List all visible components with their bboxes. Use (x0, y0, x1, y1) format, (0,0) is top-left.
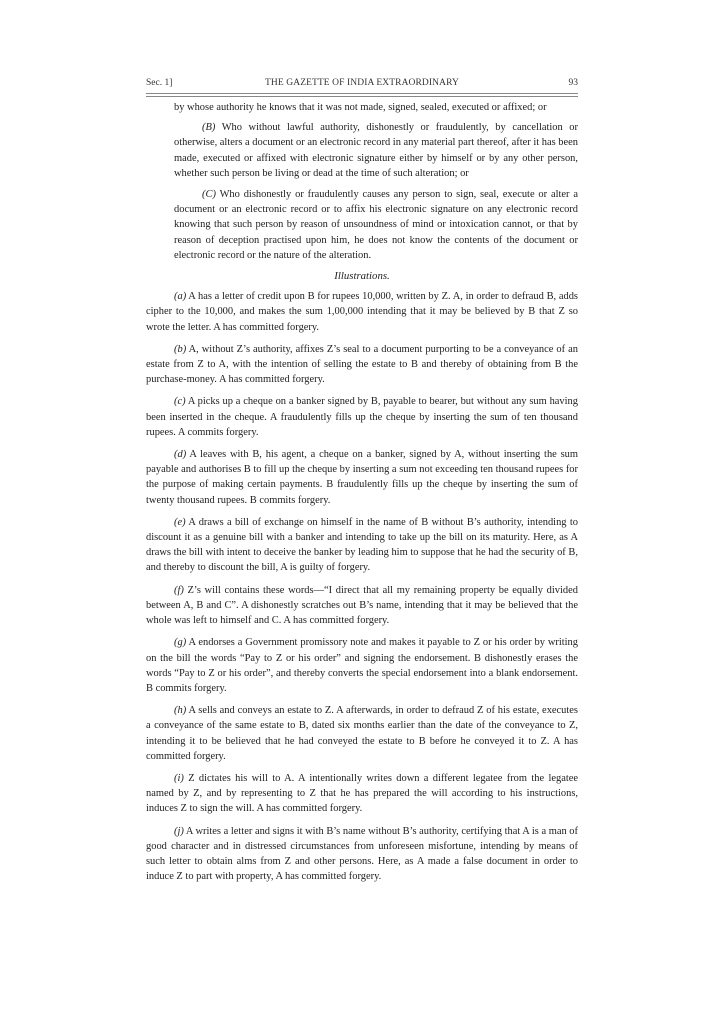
clause-b-label: (B) (202, 122, 216, 134)
illustration-text: A writes a letter and signs it with B’s name without B’s authority, certifying that A is a man of good character and in distressed circumstances from unforeseen misfortune, intending by means of such letter to obtain alms from Z and other persons. Here, as A made a false document in order to induce Z to part with property, A has committed forgery. (146, 825, 578, 883)
illustration-i (146, 771, 578, 817)
illustration-label: (c) (174, 396, 186, 408)
illustration-label: (d) (174, 449, 187, 461)
illustration-d (146, 447, 578, 508)
illustration-b (146, 342, 578, 388)
clause-c-label: (C) (202, 189, 216, 201)
illustration-text: A draws a bill of exchange on himself in the name of B without B’s authority, intending to discount it as a genuine bill with a banker and intending to take up the bill on its maturity. Here, as A draws the bill with intent to deceive the banker by leading him to suppose that he had the security of B, and thereby to discount the bill, A is guilty of forgery. (146, 516, 578, 574)
illustration-g (146, 635, 578, 696)
illustration-c (146, 394, 578, 440)
illustration-j (146, 824, 578, 885)
illustration-text: A endorses a Government promissory note and makes it payable to Z or his order by writing on the bill the words “Pay to Z or his order” and signing the endorsement. B dishonestly erases the words “Pay to Z or his order”, and thereby converts the special endorsement into a blank endorsement. B commits forgery. (146, 637, 578, 694)
clause-c-text: Who dishonestly or fraudulently causes any person to sign, seal, execute or alter a document or an electronic record or to affix his electronic signature on any electronic record knowing that such person by reason of unsoundness of mind or intoxication cannot, or that by reason of deception practised upon him, he does not know the contents of the document or electronic record or the nature of the alteration. (174, 189, 578, 261)
illustration-h (146, 703, 578, 764)
illustration-label: (g) (174, 637, 187, 649)
gazette-title: THE GAZETTE OF INDIA EXTRAORDINARY (265, 78, 459, 88)
clause-b (174, 120, 578, 181)
header-rule-bottom (146, 96, 578, 97)
header-rule-top (146, 93, 578, 94)
illustration-text: A sells and conveys an estate to Z. A afterwards, in order to defraud Z of his estate, executes a conveyance of the same estate to B, dated six months earlier than the date of the conveyance to Z, intending it to be believed that he had conveyed the estate to B before he conveyed it to Z. A has committed forgery. (146, 705, 578, 762)
page-number: 93 (568, 78, 578, 88)
running-header (146, 78, 578, 92)
illustration-a (146, 289, 578, 335)
illustration-label: (h) (174, 705, 187, 717)
document-body (146, 100, 578, 891)
illustration-e (146, 515, 578, 576)
clause-c (174, 187, 578, 263)
clause-b-text: Who without lawful authority, dishonestly or fraudulently, by cancellation or otherwise, alters a document or an electronic record in any material part thereof, after it has been made, executed or affixed with electronic signature either by himself or by any other person, whether such person be living or dead at the time of such alteration; or (174, 122, 578, 179)
section-reference: Sec. 1] (146, 78, 173, 88)
illustration-text: A leaves with B, his agent, a cheque on a banker, signed by A, without inserting the sum payable and authorises B to fill up the cheque by inserting a sum not exceeding ten thousand rupees for the purpose of making certain payments. B fraudulently fills up the cheque by inserting the sum of twenty thousand rupees. B commits forgery. (146, 449, 578, 506)
illustration-label: (f) (174, 584, 184, 596)
illustrations-heading: Illustrations. (334, 270, 390, 283)
illustration-label: (e) (174, 516, 186, 528)
illustration-text: A, without Z’s authority, affixes Z’s seal to a document purporting to be a conveyance of an estate from Z to A, with the intention of selling the estate to B and thereby of obtaining from B the purchase-money. A has committed forgery. (146, 343, 578, 386)
illustration-text: Z dictates his will to A. A intentionally writes down a different legatee from the legatee named by Z, and by representing to Z that he has prepared the will according to his instructions, induces Z to sign the will. A has committed forgery. (146, 772, 578, 815)
illustration-label: (b) (174, 343, 187, 355)
illustration-f (146, 583, 578, 629)
illustration-label: (j) (174, 825, 184, 837)
illustration-text: A has a letter of credit upon B for rupees 10,000, written by Z. A, in order to defraud B, adds cipher to the 10,000, and makes the sum 1,00,000 intending that it may be believed by B that Z so wrote the letter. A has committed forgery. (146, 291, 578, 333)
illustration-label: (a) (174, 291, 187, 303)
clause-continuation: by whose authority he knows that it was not made, signed, sealed, executed or affixed; or (174, 102, 547, 113)
illustration-label: (i) (174, 772, 184, 784)
illustration-text: A picks up a cheque on a banker signed by B, payable to bearer, but without any sum having been inserted in the cheque. A fraudulently fills up the cheque by inserting the sum of ten thousand rupees. A commits forgery. (146, 396, 578, 438)
illustration-text: Z’s will contains these words—“I direct that all my remaining property be equally divided between A, B and C”. A dishonestly scratches out B’s name, intending that it may be believed that the whole was left to himself and C. A has committed forgery. (146, 584, 578, 627)
